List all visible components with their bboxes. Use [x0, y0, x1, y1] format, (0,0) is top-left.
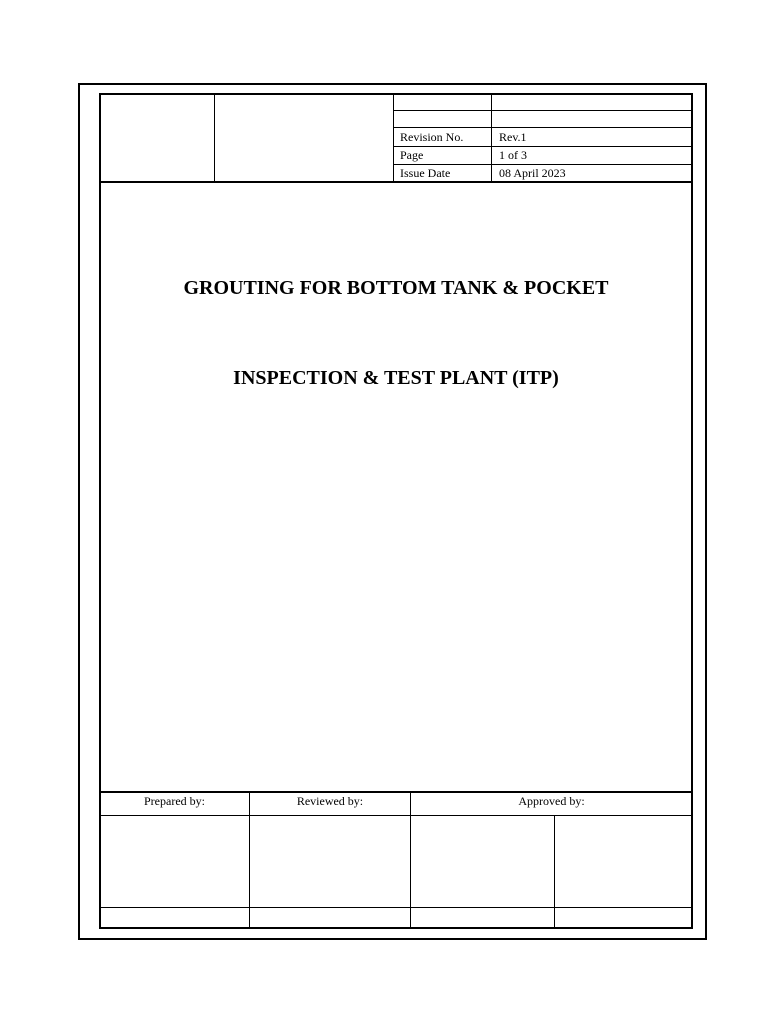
signature-divider-2 [410, 792, 411, 928]
header-row-line-2 [393, 127, 693, 128]
issue-date-value: 08 April 2023 [499, 166, 566, 180]
issue-date-label: Issue Date [400, 166, 451, 180]
header-bottom-line [99, 181, 693, 183]
reviewed-by-label: Reviewed by: [296, 794, 364, 808]
header-divider-3 [491, 94, 492, 182]
signature-bottom-row-line [99, 907, 693, 908]
header-divider-2 [393, 94, 394, 182]
signature-divider-3 [554, 816, 555, 928]
signature-divider-1 [249, 792, 250, 928]
revision-no-label: Revision No. [400, 130, 464, 144]
header-divider-1 [214, 94, 215, 182]
document-subtitle: INSPECTION & TEST PLANT (ITP) [233, 367, 559, 389]
header-row-line-4 [393, 164, 693, 165]
page-value: 1 of 3 [499, 148, 527, 162]
header-row-line-3 [393, 146, 693, 147]
page-label: Page [400, 148, 424, 162]
signature-label-line [99, 815, 693, 816]
document-title: GROUTING FOR BOTTOM TANK & POCKET [183, 277, 609, 299]
signature-top-line [99, 791, 693, 793]
prepared-by-label: Prepared by: [144, 794, 205, 808]
header-row-line-1 [393, 110, 693, 111]
revision-no-value: Rev.1 [499, 130, 527, 144]
approved-by-label: Approved by: [518, 794, 585, 808]
